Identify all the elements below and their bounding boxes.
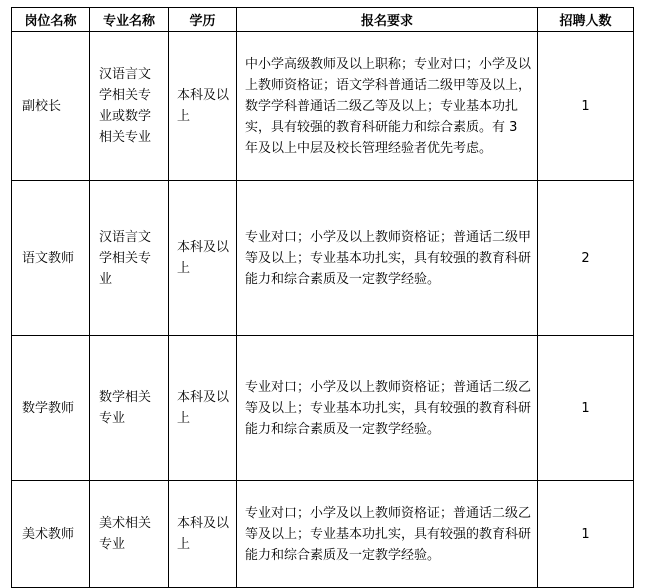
requirements-cell: 专业对口；小学及以上教师资格证；普通话二级乙等及以上；专业基本功扎实，具有较强的教育科研能力和综合素质及一定教学经验。: [237, 481, 538, 588]
count-cell: 1: [538, 481, 634, 588]
table-row: [12, 181, 634, 336]
header-education: 学历: [169, 8, 237, 32]
position-cell: 语文教师: [12, 181, 90, 336]
header-count: 招聘人数: [538, 8, 634, 32]
header-row: [12, 8, 634, 32]
education-cell: 本科及以上: [169, 481, 237, 588]
major-cell: 美术相关专业: [90, 481, 169, 588]
table-row: [12, 336, 634, 481]
count-cell: 1: [538, 32, 634, 181]
education-cell: 本科及以上: [169, 181, 237, 336]
position-cell: 美术教师: [12, 481, 90, 588]
header-requirements: 报名要求: [237, 8, 538, 32]
major-cell: 汉语言文学相关专业或数学相关专业: [90, 32, 169, 181]
education-cell: 本科及以上: [169, 32, 237, 181]
recruitment-table: [11, 7, 634, 588]
count-cell: 1: [538, 336, 634, 481]
position-cell: 副校长: [12, 32, 90, 181]
major-cell: 数学相关专业: [90, 336, 169, 481]
requirements-cell: 专业对口；小学及以上教师资格证；普通话二级乙等及以上；专业基本功扎实，具有较强的教育科研能力和综合素质及一定教学经验。: [237, 336, 538, 481]
count-cell: 2: [538, 181, 634, 336]
table-row: [12, 481, 634, 588]
major-cell: 汉语言文学相关专业: [90, 181, 169, 336]
table-row: [12, 32, 634, 181]
position-cell: 数学教师: [12, 336, 90, 481]
requirements-cell: 中小学高级教师及以上职称；专业对口；小学及以上教师资格证；语文学科普通话二级甲等及以上，数学学科普通话二级乙等及以上；专业基本功扎实，具有较强的教育科研能力和综合素质。有 3 年及以上中层及校长管理经验者优先考虑。: [237, 32, 538, 181]
header-major: 专业名称: [90, 8, 169, 32]
education-cell: 本科及以上: [169, 336, 237, 481]
requirements-cell: 专业对口；小学及以上教师资格证；普通话二级甲等及以上；专业基本功扎实，具有较强的教育科研能力和综合素质及一定教学经验。: [237, 181, 538, 336]
header-position: 岗位名称: [12, 8, 90, 32]
